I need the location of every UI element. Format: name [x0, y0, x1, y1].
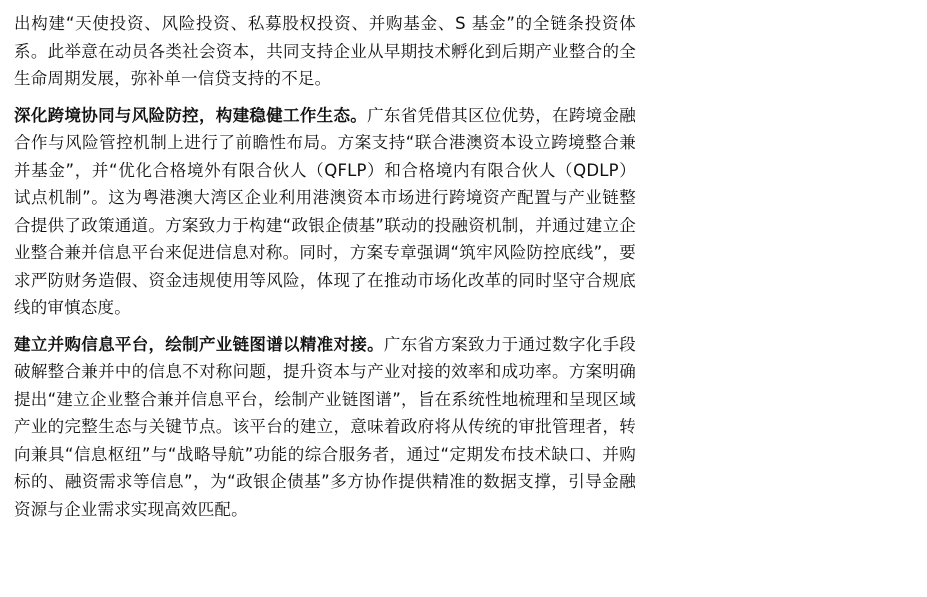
paragraph-mna-info-platform: [14, 331, 636, 524]
paragraph-lead-heading: 深化跨境协同与风险防控，构建稳健工作生态。: [14, 105, 368, 125]
paragraph-lead-heading: 建立并购信息平台，绘制产业链图谱以精准对接。: [14, 334, 384, 354]
paragraph-cross-border-risk: [14, 102, 636, 322]
document-body: [14, 10, 636, 523]
paragraph-text: 出构建“天使投资、风险投资、私募股权投资、并购基金、S 基金”的全链条投资体系。此举意在动员各类社会资本，共同支持企业从早期技术孵化到后期产业整合的全生命周期发展，弥补单一信贷支持的不足。: [14, 14, 636, 88]
paragraph-text: 广东省凭借其区位优势，在跨境金融合作与风险管控机制上进行了前瞻性布局。方案支持“联合港澳资本设立跨境整合兼并基金”，并“优化合格境外有限合伙人（QFLP）和合格境内有限合伙人（QDLP）试点机制”。这为粤港澳大湾区企业利用港澳资本市场进行跨境资产配置与产业链整合提供了政策通道。方案致力于构建“政银企债基”联动的投融资机制，并通过建立企业整合兼并信息平台来促进信息对称。同时，方案专章强调“筑牢风险防控底线”，要求严防财务造假、资金违规使用等风险，体现了在推动市场化改革的同时坚守合规底线的审慎态度。: [14, 105, 636, 317]
paragraph-text: 广东省方案致力于通过数字化手段破解整合兼并中的信息不对称问题，提升资本与产业对接的效率和成功率。方案明确提出“建立企业整合兼并信息平台，绘制产业链图谱”，旨在系统性地梳理和呈现区域产业的完整生态与关键节点。该平台的建立，意味着政府将从传统的审批管理者，转向兼具“信息枢纽”与“战略导航”功能的综合服务者，通过“定期发布技术缺口、并购标的、融资需求等信息”，为“政银企债基”多方协作提供精准的数据支撑，引导金融资源与企业需求实现高效匹配。: [14, 334, 636, 519]
paragraph-investment-system: [14, 10, 636, 93]
